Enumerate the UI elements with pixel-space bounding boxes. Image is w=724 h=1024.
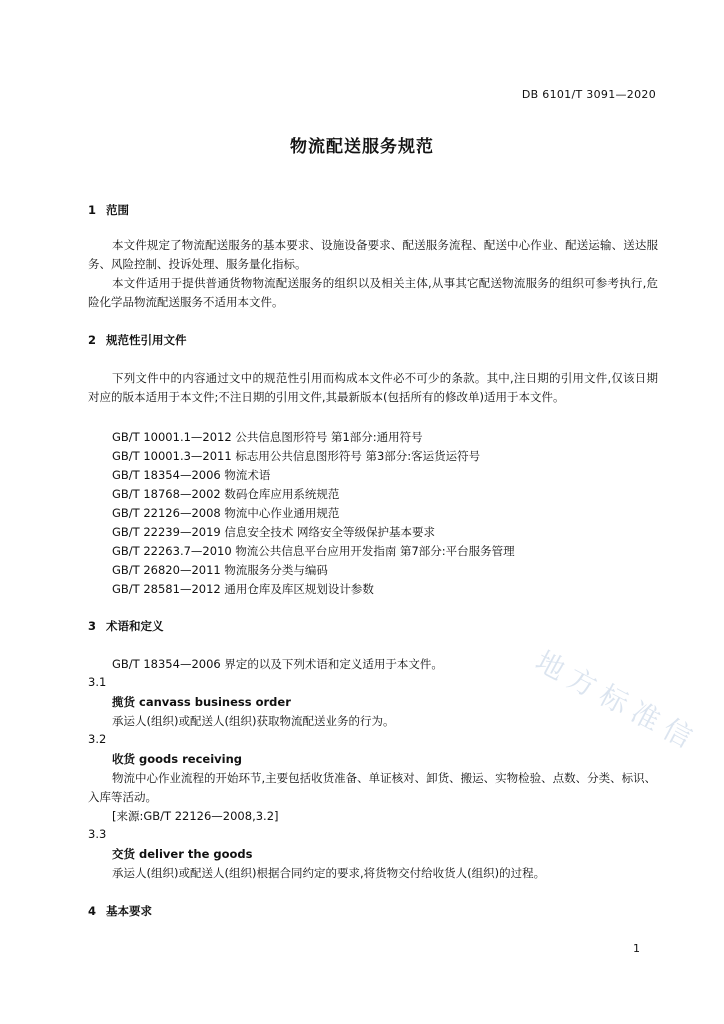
reference-item: GB/T 22239—2019 信息安全技术 网络安全等级保护基本要求 — [112, 525, 436, 539]
term-number: 3.3 — [88, 827, 107, 841]
section-1-paragraph-2: 本文件适用于提供普通货物物流配送服务的组织以及相关主体,从事其它配送物流服务的组织可参考执行,危险化学品物流配送服务不适用本文件。 — [88, 276, 658, 309]
section-number: 3 — [88, 619, 97, 633]
term-source: [来源:GB/T 22126—2008,3.2] — [112, 809, 279, 823]
page-number: 1 — [633, 942, 640, 955]
term-number: 3.2 — [88, 732, 107, 746]
reference-item: GB/T 28581—2012 通用仓库及库区规划设计参数 — [112, 582, 374, 596]
term-definition: 承运人(组织)或配送人(组织)获取物流配送业务的行为。 — [112, 714, 395, 728]
reference-item: GB/T 22263.7—2010 物流公共信息平台应用开发指南 第7部分:平台服务管理 — [112, 544, 515, 558]
reference-item: GB/T 22126—2008 物流中心作业通用规范 — [112, 506, 340, 520]
section-title: 规范性引用文件 — [106, 333, 187, 347]
section-title: 范围 — [106, 203, 129, 217]
section-3-intro: GB/T 18354—2006 界定的以及下列术语和定义适用于本文件。 — [112, 657, 443, 671]
section-number: 2 — [88, 333, 97, 347]
term-title: 揽货 canvass business order — [112, 695, 291, 709]
reference-item: GB/T 18768—2002 数码仓库应用系统规范 — [112, 487, 340, 501]
document-code: DB 6101/T 3091—2020 — [521, 88, 656, 101]
term-definition: 承运人(组织)或配送人(组织)根据合同约定的要求,将货物交付给收货人(组织)的过程。 — [112, 866, 546, 880]
section-1-heading — [88, 202, 129, 218]
term-title: 交货 deliver the goods — [112, 847, 253, 861]
reference-item: GB/T 10001.3—2011 标志用公共信息图形符号 第3部分:客运货运符号 — [112, 449, 481, 463]
section-title: 术语和定义 — [106, 619, 164, 633]
section-number: 4 — [88, 904, 97, 918]
reference-item: GB/T 10001.1—2012 公共信息图形符号 第1部分:通用符号 — [112, 430, 423, 444]
document-title: 物流配送服务规范 — [290, 137, 434, 157]
section-3-heading — [88, 618, 164, 634]
reference-item: GB/T 18354—2006 物流术语 — [112, 468, 271, 482]
watermark: 地方标准信 — [530, 644, 705, 759]
term-number: 3.1 — [88, 675, 107, 689]
section-title: 基本要求 — [106, 904, 152, 918]
section-number: 1 — [88, 203, 97, 217]
section-1-paragraph-1: 本文件规定了物流配送服务的基本要求、设施设备要求、配送服务流程、配送中心作业、配送运输、送达服务、风险控制、投诉处理、服务量化指标。 — [88, 238, 658, 271]
section-2-heading — [88, 332, 187, 348]
term-title: 收货 goods receiving — [112, 752, 243, 766]
term-definition: 物流中心作业流程的开始环节,主要包括收货准备、单证核对、卸货、搬运、实物检验、点数、分类、标识、入库等活动。 — [88, 771, 657, 804]
reference-item: GB/T 26820—2011 物流服务分类与编码 — [112, 563, 328, 577]
section-4-heading — [88, 903, 152, 919]
section-2-intro: 下列文件中的内容通过文中的规范性引用而构成本文件必不可少的条款。其中,注日期的引用文件,仅该日期对应的版本适用于本文件;不注日期的引用文件,其最新版本(包括所有的修改单)适用于本文件。 — [88, 371, 658, 404]
